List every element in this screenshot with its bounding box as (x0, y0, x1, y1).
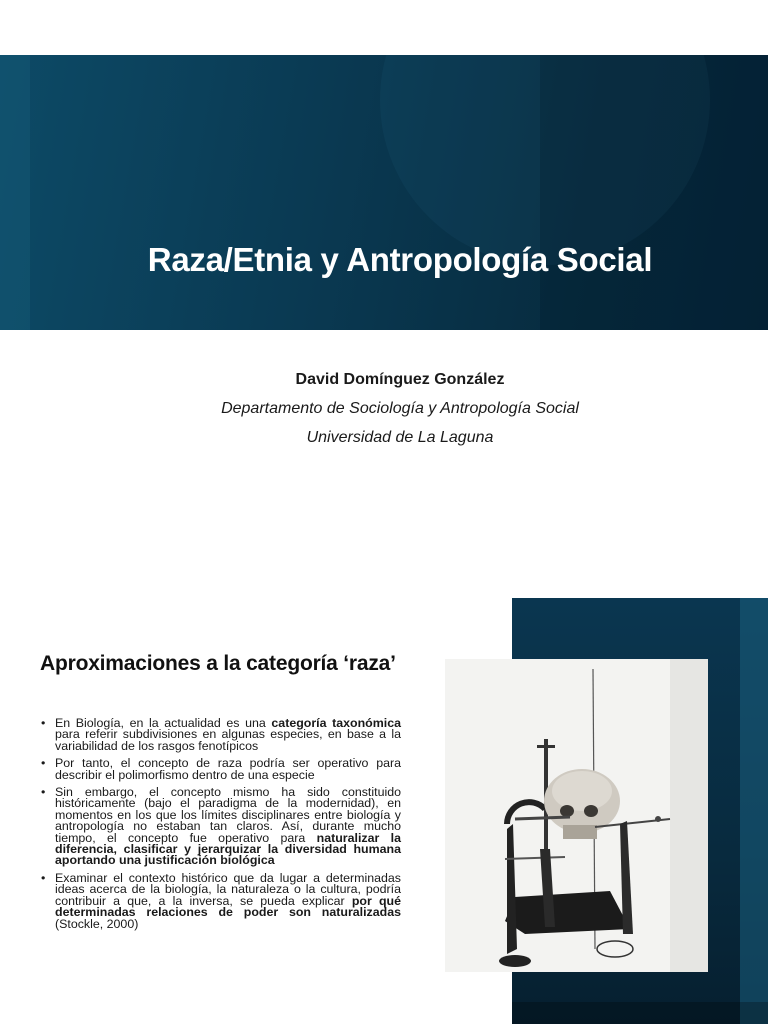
bullet-text: En Biología, en la actualidad es una (55, 716, 272, 730)
bullet-text: Examinar el contexto histórico que da lugar a determinadas ideas acerca de la biología, la naturaleza o la cultura, podría contribuir a que, a la inversa, se pueda explicar (55, 870, 401, 908)
bullet-item (40, 870, 402, 931)
bullet-text-bold: categoría taxonómica (271, 716, 401, 730)
panel-right-strip (740, 598, 768, 1024)
bullet-text: (Stockle, 2000) (55, 916, 139, 931)
university-name: Universidad de La Laguna (306, 429, 494, 446)
bullet-text: Sin embargo, el concepto mismo ha sido constituido históricamente (bajo el paradigma de la modernidad), en momentos en los que los límites disciplinares entre biología y antropología no estaban tan claros. Así, durante mucho tiempo, el concepto fue operativo para (55, 785, 401, 845)
bullet-text-bold: por qué determinadas relaciones de poder son naturalizadas (55, 893, 402, 920)
bullet-item (40, 758, 401, 781)
author-block (0, 366, 768, 452)
bullet-item (40, 787, 401, 867)
bullet-list (40, 718, 401, 936)
banner-left-band (0, 55, 30, 330)
slide2-title: Aproximaciones a la categoría ‘raza’ (40, 652, 396, 675)
title-banner (0, 55, 768, 330)
craniometer-photo (445, 659, 708, 972)
department-name: Departamento de Sociología y Antropología Social (221, 400, 579, 417)
banner-right-band (540, 55, 768, 330)
bullet-text: para referir subdivisiones en algunas especies, en base a la variabilidad de los rasgos fenotípicos (55, 727, 401, 753)
craniometer-illustration (445, 659, 708, 972)
author-name: David Domínguez González (295, 371, 505, 388)
bullet-item (40, 718, 401, 752)
slide-title: Raza/Etnia y Antropología Social (147, 241, 653, 278)
panel-bottom-shade (512, 1002, 768, 1024)
bullet-text: Por tanto, el concepto de raza podría ser operativo para describir el polimorfismo dentro de una especie (55, 756, 401, 782)
bullet-text-bold: naturalizar la diferencia, clasificar y jerarquizar la diversidad humana aportando una justificación biológica (55, 830, 401, 868)
